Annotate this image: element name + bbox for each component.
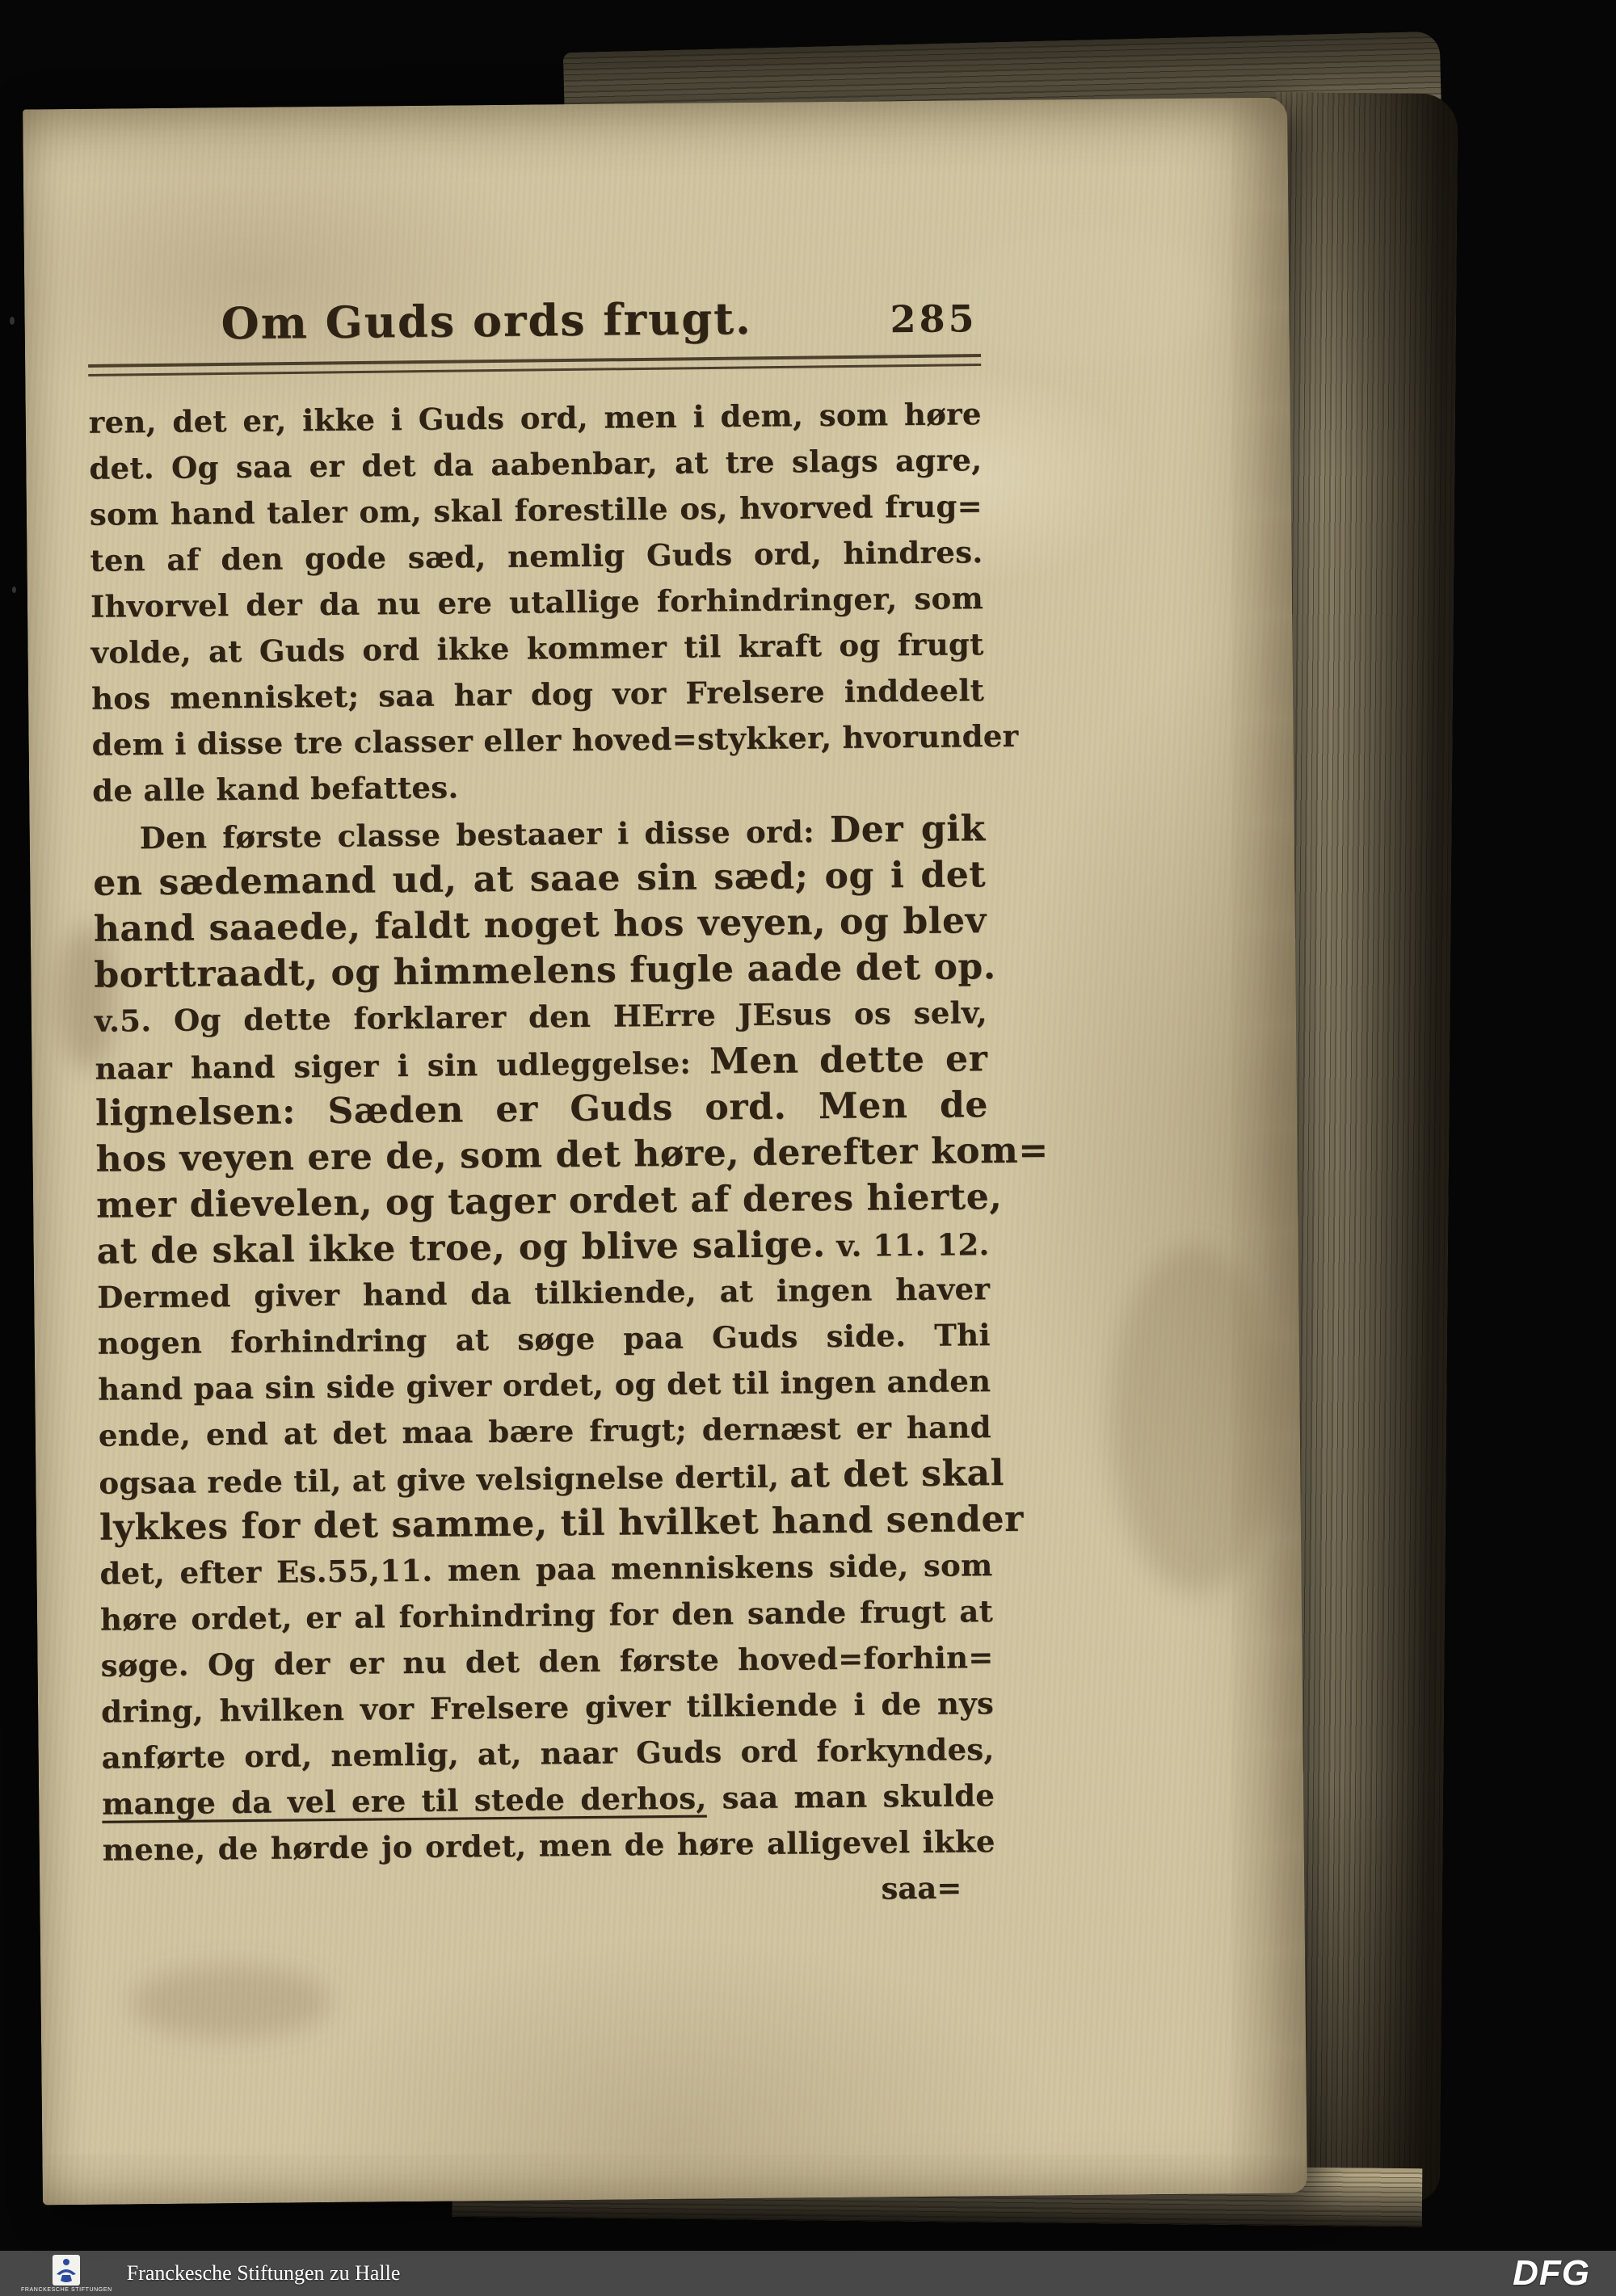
text-line [94, 898, 987, 952]
paper-stain [129, 1965, 332, 2039]
text-run: volde, at Guds ord ikke kommer til kraft og frugt [90, 626, 984, 671]
text-line [91, 667, 984, 722]
text-line [90, 575, 983, 630]
franckesche-logo [21, 2255, 112, 2293]
text-run: nogen forhindring at søge paa Guds side. Thi [97, 1317, 991, 1361]
book-page [23, 98, 1307, 2206]
text-emphasis: at de skal ikke troe, og blive salige. [96, 1224, 826, 1272]
text-line [100, 1634, 993, 1689]
text-line [98, 1358, 991, 1413]
header-rule [88, 354, 981, 376]
text-line [92, 759, 985, 814]
text-run: høre ordet, er al forhindring for den sande frugt at [99, 1593, 994, 1638]
page-content [87, 290, 1049, 1920]
text-run: de alle kand befattes. [91, 769, 459, 809]
page-number: 285 [890, 296, 978, 342]
text-emphasis: mer dievelen, og tager ordet af deres hierte, [95, 1175, 1003, 1226]
text-run: ten af den gode sæd, nemlig Guds ord, hindres. [90, 534, 983, 578]
footer-bar [0, 2251, 1616, 2296]
text-line [89, 437, 982, 492]
text-emphasis: lykkes for det samme, til hvilket hand sender [99, 1498, 1025, 1549]
text-line [91, 713, 1019, 768]
text-run: ren, det er, ikke i Guds ord, men i dem, som høre [88, 396, 982, 440]
text-line [96, 1220, 989, 1275]
text-run: mange da vel ere til stede derhos, [102, 1780, 707, 1822]
text-line [95, 1082, 988, 1137]
text-line [90, 483, 983, 538]
text-emphasis: Der gik [829, 808, 986, 852]
text-line [100, 1588, 993, 1643]
page-text [88, 391, 1049, 1873]
text-run: som hand taler om, skal forestille os, hvorved frug= [89, 488, 983, 532]
library-name: Franckesche Stiftungen zu Halle [126, 2261, 401, 2285]
text-line [101, 1680, 994, 1735]
text-emphasis: hos veyen ere de, som det høre, derefter kom= [95, 1129, 1049, 1180]
text-emphasis: en sædemand ud, at saae sin sæd; og i det [93, 854, 987, 904]
text-line [99, 1404, 991, 1459]
franckesche-logo-caption: FRANCKESCHE STIFTUNGEN [21, 2286, 112, 2293]
catchword: saa= [881, 1869, 962, 1907]
text-line [99, 1542, 992, 1597]
text-run: Ihvorvel der da nu ere utallige forhindringer, som [90, 580, 984, 624]
text-run: ogsaa rede til, at give velsignelse dertil, [99, 1458, 790, 1501]
text-emphasis: borttraadt, og himmelens fugle aade det op. [94, 946, 996, 996]
text-run: det. Og saa er det da aabenbar, at tre slags agre, [89, 442, 983, 486]
text-emphasis: at det skal [789, 1452, 1005, 1496]
text-line [95, 1128, 1049, 1183]
text-line [97, 1266, 990, 1321]
text-run: v. 11. 12. [825, 1226, 990, 1264]
text-line [89, 391, 982, 446]
text-run: dem i disse tre classer eller hoved=stykker, hvorunder [91, 717, 1019, 763]
text-run: hand paa sin side giver ordet, og det til ingen anden [98, 1363, 991, 1407]
text-line [90, 621, 983, 676]
text-line [99, 1450, 1005, 1505]
text-run: Dermed giver hand da tilkiende, at ingen haver [96, 1271, 991, 1315]
text-run: anførte ord, nemlig, at, naar Guds ord forkyndes, [101, 1731, 995, 1776]
franckesche-logo-icon [53, 2255, 80, 2285]
text-run: det, efter Es.55,11. men paa menniskens side, som [99, 1547, 993, 1592]
text-line [95, 1174, 1003, 1229]
paper-stain [953, 235, 1213, 359]
text-run: mene, de hørde jo ordet, men de høre alligevel ikke [102, 1823, 995, 1868]
text-emphasis: Men dette er [709, 1038, 988, 1083]
text-emphasis: lignelsen: Sæden er Guds ord. Men de [95, 1084, 989, 1134]
text-line [94, 944, 996, 999]
text-run: v.5. Og dette forklarer den HErre JEsus os selv, [94, 995, 988, 1039]
text-run: naar hand siger i sin udleggelse: [95, 1045, 710, 1087]
text-run: hos mennisket; saa har dog vor Frelsere inddeelt [90, 672, 985, 717]
text-run: søge. Og der er nu det den første hoved=forhin= [100, 1639, 994, 1684]
text-line [101, 1726, 994, 1781]
text-run: ende, end at det maa bære frugt; dernæst er hand [98, 1409, 991, 1453]
text-run: Den første classe bestaaer i disse ord: [139, 814, 831, 856]
text-line [93, 852, 986, 906]
page-title: Om Guds ords frugt. [221, 292, 753, 350]
text-line [102, 1772, 995, 1827]
text-emphasis: hand saaede, faldt noget hos veyen, og blev [93, 900, 987, 950]
text-line [99, 1496, 1025, 1551]
page-header [87, 290, 981, 354]
text-line [95, 1036, 987, 1091]
dfg-logo: DFG [1513, 2253, 1590, 2293]
dust-speck [12, 587, 16, 593]
text-line [95, 990, 987, 1045]
paper-stain [1109, 1245, 1281, 1594]
text-run: dring, hvilken vor Frelsere giver tilkiende i de nys [100, 1685, 995, 1730]
text-line [92, 805, 985, 860]
text-line [102, 1819, 995, 1873]
text-line [90, 529, 983, 584]
text-run: saa man skulde [706, 1777, 995, 1816]
text-line [97, 1312, 990, 1367]
dust-speck [10, 317, 15, 325]
